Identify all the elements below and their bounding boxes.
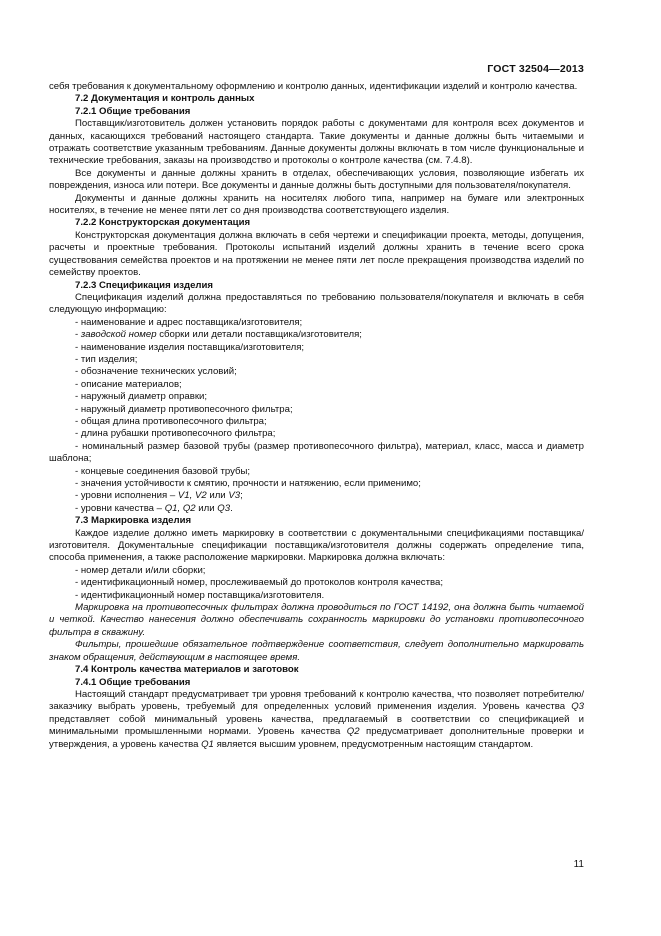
list-item: - идентификационный номер, прослеживаемый до протоколов контроля качества; <box>75 577 443 589</box>
list-item: - длина рубашки противопесочного фильтра; <box>75 428 276 440</box>
text-run: - уровни качества – <box>75 502 165 514</box>
text-run: представляет собой минимальный уровень качества, предлагаемый в соответствии со спецификацией и минимальными промышленными нормами. Уровень качества <box>49 713 584 738</box>
document-body <box>49 81 584 751</box>
section-heading: 7.2 Документация и контроль данных <box>75 93 255 105</box>
section-heading: 7.4.1 Общие требования <box>75 676 191 688</box>
paragraph: Конструкторская документация должна включать в себя чертежи и спецификации проекта, методы, допущения, расчеты и проектные требования. Протоколы испытаний изделий должны хранить в течение всего срока существования семейства проектов и на протяжении не менее пяти лет после прекращения производства изделий по семейству проектов. <box>49 229 584 279</box>
text-run: предусматривает дополнительные проверки и утверждения, а уровень качества <box>49 726 584 750</box>
text-run: сборки или детали поставщика/изготовителя; <box>156 329 362 341</box>
list-item <box>49 329 584 341</box>
paragraph <box>49 689 584 751</box>
emphasis-text: заводской номер <box>80 329 157 341</box>
emphasis-text: Q3 <box>217 502 231 514</box>
section-heading: 7.4 Контроль качества материалов и заготовок <box>75 664 299 676</box>
emphasis-text: V3 <box>228 490 241 502</box>
text-run: или <box>206 490 229 502</box>
text-run: Настоящий стандарт предусматривает три уровня требований к контролю качества, что позволяет потребителю/заказчику выбрать уровень, требуемый для определенных условий применения изделия. Уровень качества <box>49 688 584 713</box>
list-item: - тип изделия; <box>75 353 138 365</box>
italic-paragraph: Маркировка на противопесочных фильтрах должна проводиться по ГОСТ 14192, она должна быть читаемой и четкой. Качество нанесения должно обеспечивать сохранность маркировки до установки противопесочного фильтра в скважину. <box>49 602 584 638</box>
paragraph: себя требования к документальному оформлению и контролю данных, идентификации изделий и контролю качества. <box>49 81 578 92</box>
emphasis-text: Q3 <box>571 701 584 713</box>
list-item: - концевые соединения базовой трубы; <box>75 465 251 477</box>
section-heading: 7.2.2 Конструкторская документация <box>75 217 251 229</box>
section-heading: 7.2.3 Спецификация изделия <box>75 279 214 291</box>
list-item: - идентификационный номер поставщика/изготовителя. <box>75 589 325 601</box>
list-item: - наименование изделия поставщика/изготовителя; <box>75 341 305 353</box>
paragraph: Все документы и данные должны хранить в отделах, обеспечивающих условия, позволяющие избегать их повреждения, износа или потери. Все документы и данные должны быть доступными для пользователя/покупателя. <box>49 167 584 192</box>
italic-paragraph: Фильтры, прошедшие обязательное подтверждение соответствия, следует дополнительно маркировать знаком обращения, действующим в настоящее время. <box>49 639 584 663</box>
text-run: ; <box>240 490 243 502</box>
section-heading: 7.2.1 Общие требования <box>75 105 191 117</box>
emphasis-text: Q2 <box>346 726 360 738</box>
list-item: - значения устойчивости к смятию, прочности и натяжению, если применимо; <box>75 478 421 489</box>
page-number: 11 <box>573 859 584 870</box>
list-item: - наименование и адрес поставщика/изготовителя; <box>75 316 303 328</box>
list-item: - номинальный размер базовой трубы (размер противопесочного фильтра), материал, класс, масса и диаметр шаблона; <box>49 440 584 465</box>
list-item: - наружный диаметр оправки; <box>75 391 208 403</box>
emphasis-text: Q1 <box>201 738 214 750</box>
paragraph: Документы и данные должны хранить на носителях любого типа, например на бумаге или электронных носителях, в течение не менее пяти лет со дня производства соответствующего изделия. <box>49 192 584 217</box>
text-run: - <box>75 329 81 341</box>
list-item: - номер детали и/или сборки; <box>75 564 206 576</box>
emphasis-text: Q1, Q2 <box>164 502 196 514</box>
text-run: или <box>195 502 218 514</box>
document-header: ГОСТ 32504—2013 <box>487 63 584 75</box>
list-item: - описание материалов; <box>75 378 182 390</box>
paragraph: Поставщик/изготовитель должен установить порядок работы с документами для контроля всех документов и данных, касающихся требований настоящего стандарта. Такие документы и данные должны быть читаемыми и отражать соответствие указанным требованиям. Данные документы должны включать в том числе функциональные и технические требования, заказы на производство и протоколы о контроле качества (см. 7.4.8). <box>49 118 584 167</box>
list-item <box>49 503 584 515</box>
list-item: - наружный диаметр противопесочного фильтра; <box>75 403 293 415</box>
text-run: - уровни исполнения – <box>75 490 178 502</box>
paragraph: Спецификация изделий должна предоставляться по требованию пользователя/покупателя и включать в себя следующую информацию: <box>49 291 584 316</box>
list-item <box>49 490 584 502</box>
emphasis-text: V1, V2 <box>177 490 207 502</box>
list-item: - общая длина противопесочного фильтра; <box>75 415 267 427</box>
list-item: - обозначение технических условий; <box>75 366 237 378</box>
paragraph: Каждое изделие должно иметь маркировку в соответствии с документальными спецификациями поставщика/изготовителя. Документальные спецификации поставщика/изготовителя должны содержать определение типа, способа применения, а также расположение маркировки. Маркировка должна включать: <box>49 527 584 564</box>
text-run: . <box>230 502 233 514</box>
text-run: является высшим уровнем, предусмотренным настоящим стандартом. <box>213 738 534 750</box>
section-heading: 7.3 Маркировка изделия <box>75 515 192 527</box>
